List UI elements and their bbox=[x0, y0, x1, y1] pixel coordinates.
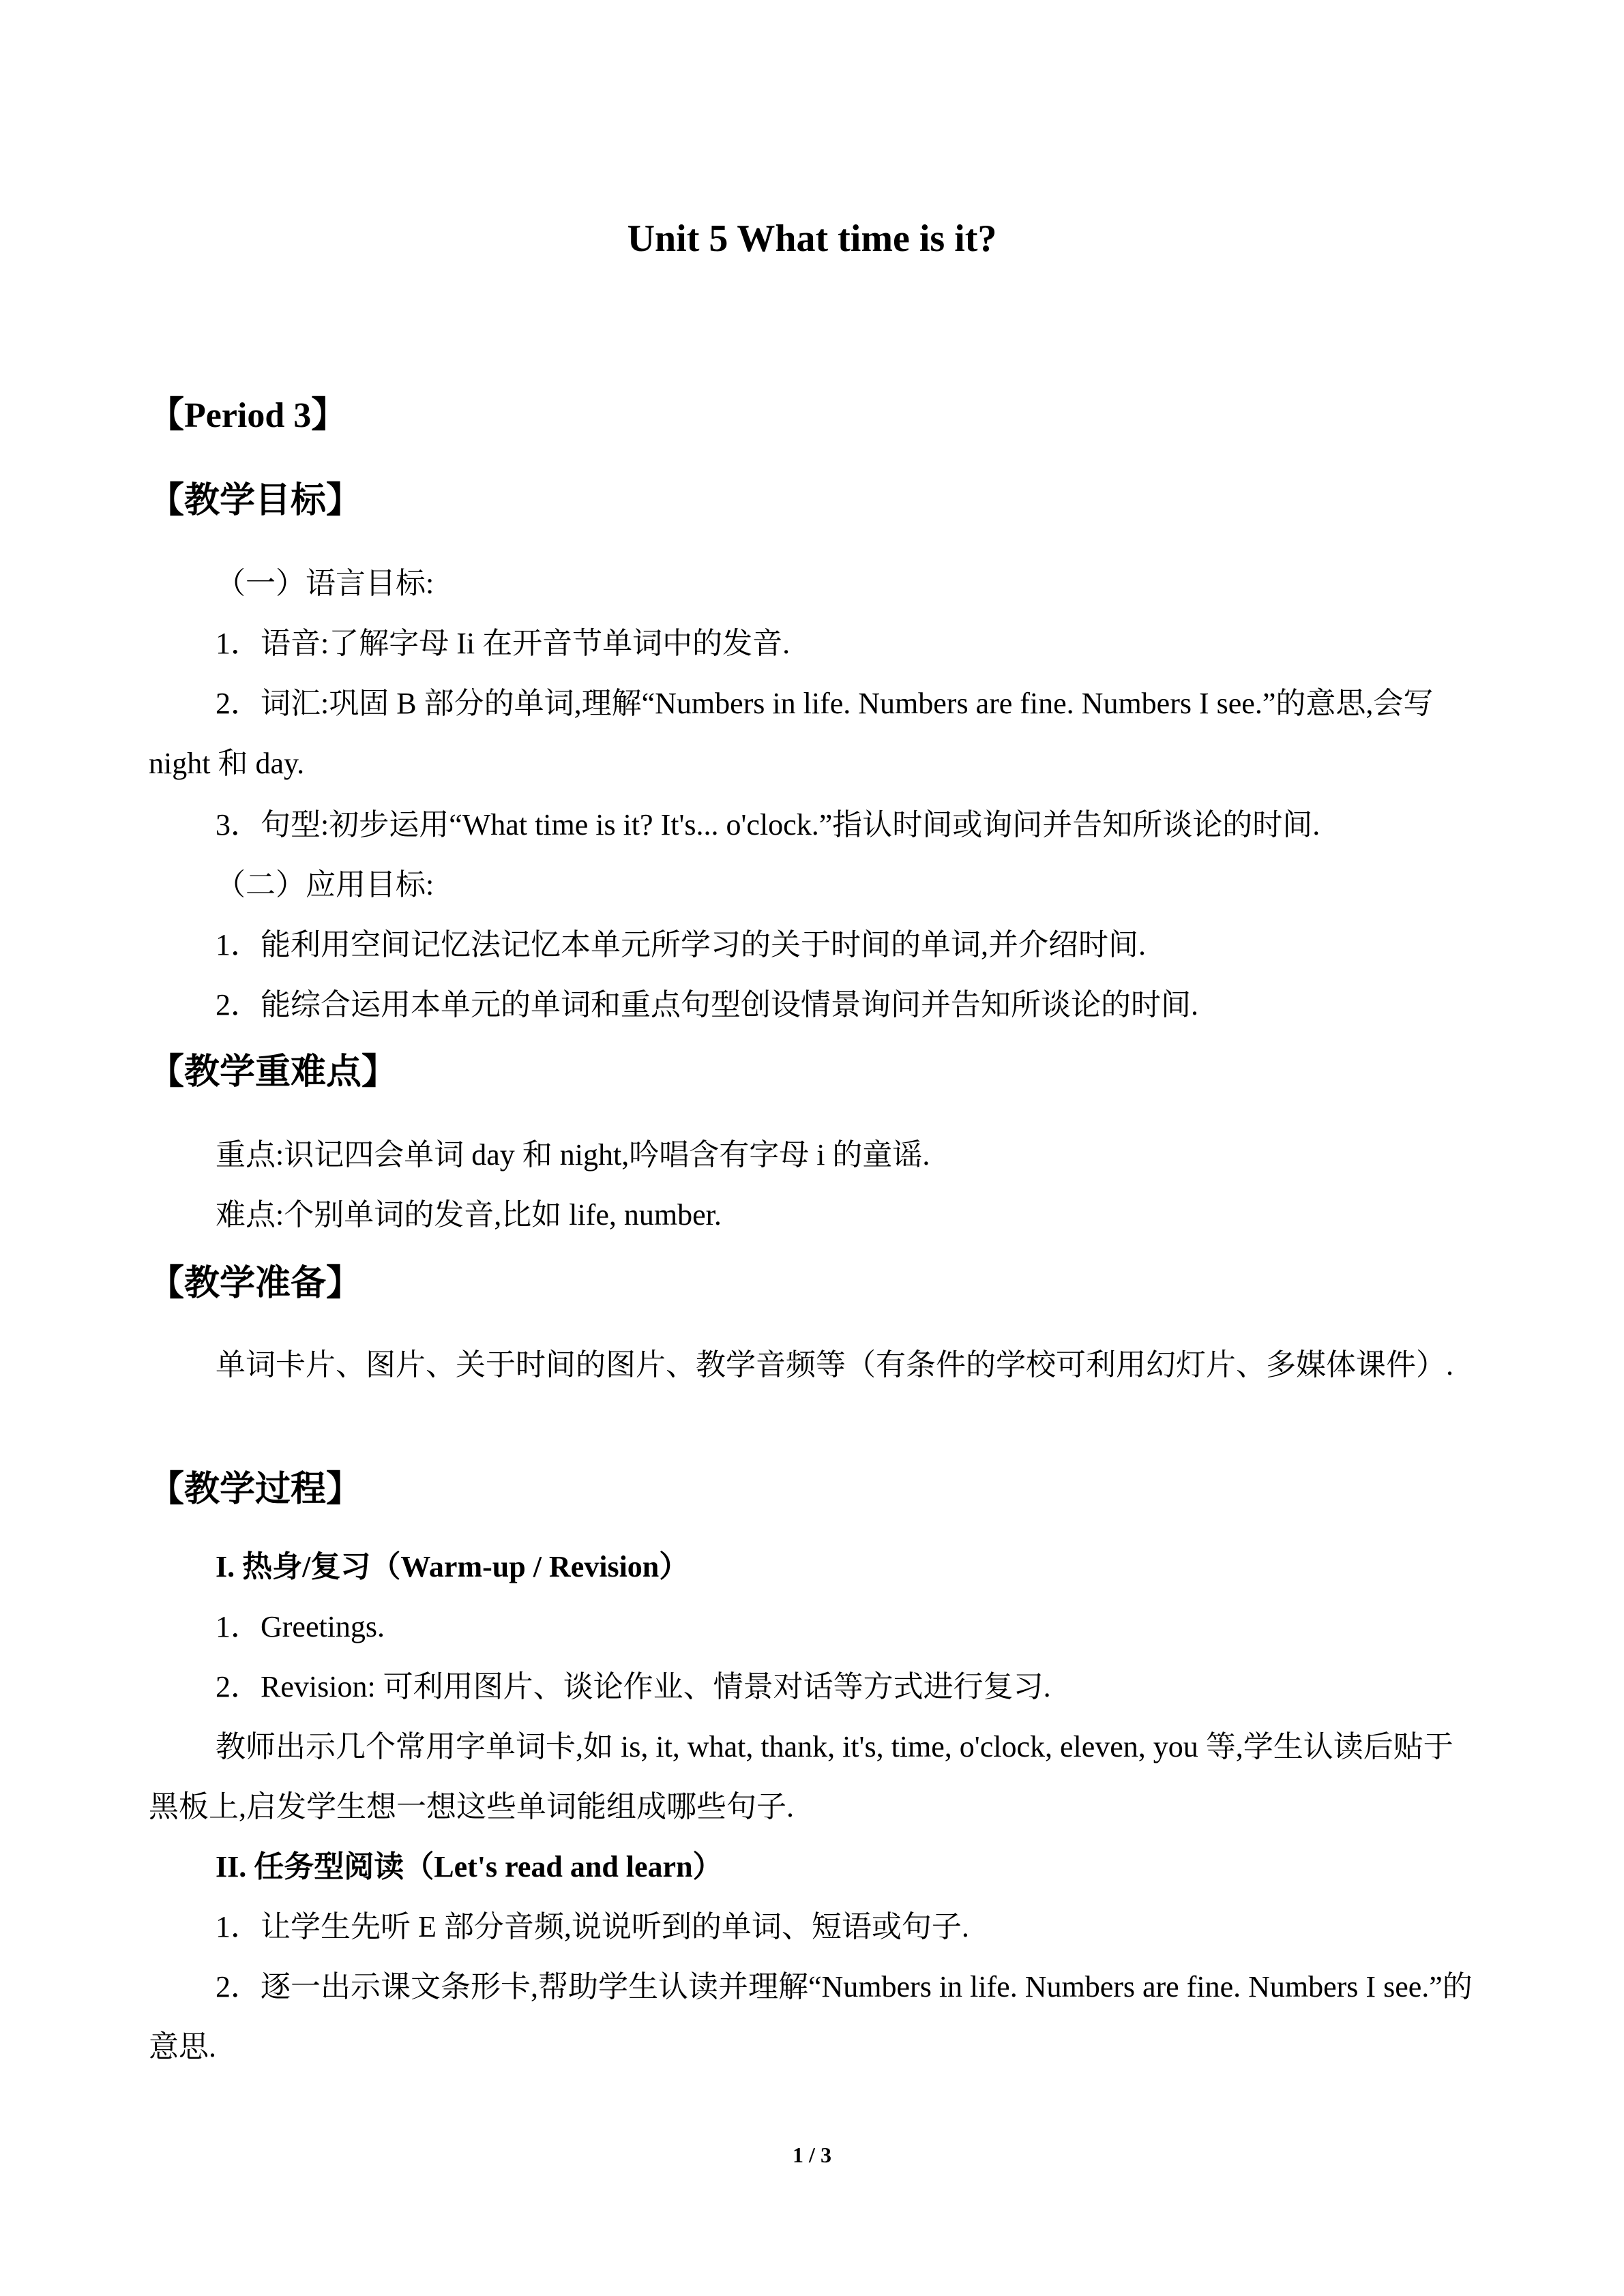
language-item-2: 2．词汇:巩固 B 部分的单词,理解“Numbers in life. Numbers are fine. Numbers I see.”的意思,会写 night 和 day. bbox=[149, 687, 1434, 780]
application-goal-label: （二）应用目标: bbox=[216, 868, 434, 901]
warmup-item-2: 2．Revision: 可利用图片、谈论作业、情景对话等方式进行复习. bbox=[216, 1670, 1051, 1703]
objectives-heading: 【教学目标】 bbox=[149, 481, 362, 520]
period-heading: 【Period 3】 bbox=[149, 396, 347, 435]
warmup-text: 教师出示几个常用字单词卡,如 is, it, what, thank, it's, time, o'clock, eleven, you 等,学生认读后贴于黑板上,启发学生想一想这些单词能组成哪些句子. bbox=[149, 1730, 1453, 1823]
page-title: Unit 5 What time is it? bbox=[627, 218, 997, 260]
language-goal-label: （一）语言目标: bbox=[216, 567, 434, 600]
focus-text: 重点:识记四会单词 day 和 night,吟唱含有字母 i 的童谣. bbox=[216, 1138, 930, 1172]
page-number: 1 / 3 bbox=[793, 2143, 831, 2167]
reading-title: II. 任务型阅读（Let's read and learn） bbox=[216, 1850, 723, 1883]
reading-item-1: 1．让学生先听 E 部分音频,说说听到的单词、短语或句子. bbox=[216, 1910, 969, 1943]
preparation-text: 单词卡片、图片、关于时间的图片、教学音频等（有条件的学校可利用幻灯片、多媒体课件）. bbox=[216, 1348, 1453, 1382]
language-item-3: 3．句型:初步运用“What time is it? It's... o'clock.”指认时间或询问并告知所谈论的时间. bbox=[216, 808, 1320, 841]
warmup-item-1: 1．Greetings. bbox=[216, 1610, 385, 1643]
application-item-1: 1．能利用空间记忆法记忆本单元所学习的关于时间的单词,并介绍时间. bbox=[216, 928, 1146, 961]
warmup-title: I. 热身/复习（Warm-up / Revision） bbox=[216, 1550, 690, 1583]
reading-item-2: 2．逐一出示课文条形卡,帮助学生认读并理解“Numbers in life. Numbers are fine. Numbers I see.”的意思. bbox=[149, 1970, 1473, 2063]
preparation-heading: 【教学准备】 bbox=[149, 1264, 362, 1303]
process-heading: 【教学过程】 bbox=[149, 1470, 362, 1509]
application-item-2: 2．能综合运用本单元的单词和重点句型创设情景询问并告知所谈论的时间. bbox=[216, 988, 1198, 1022]
language-item-1: 1．语音:了解字母 Ii 在开音节单词中的发音. bbox=[216, 627, 791, 660]
key-points-heading: 【教学重难点】 bbox=[149, 1053, 398, 1092]
difficulty-text: 难点:个别单词的发音,比如 life, number. bbox=[216, 1198, 722, 1232]
